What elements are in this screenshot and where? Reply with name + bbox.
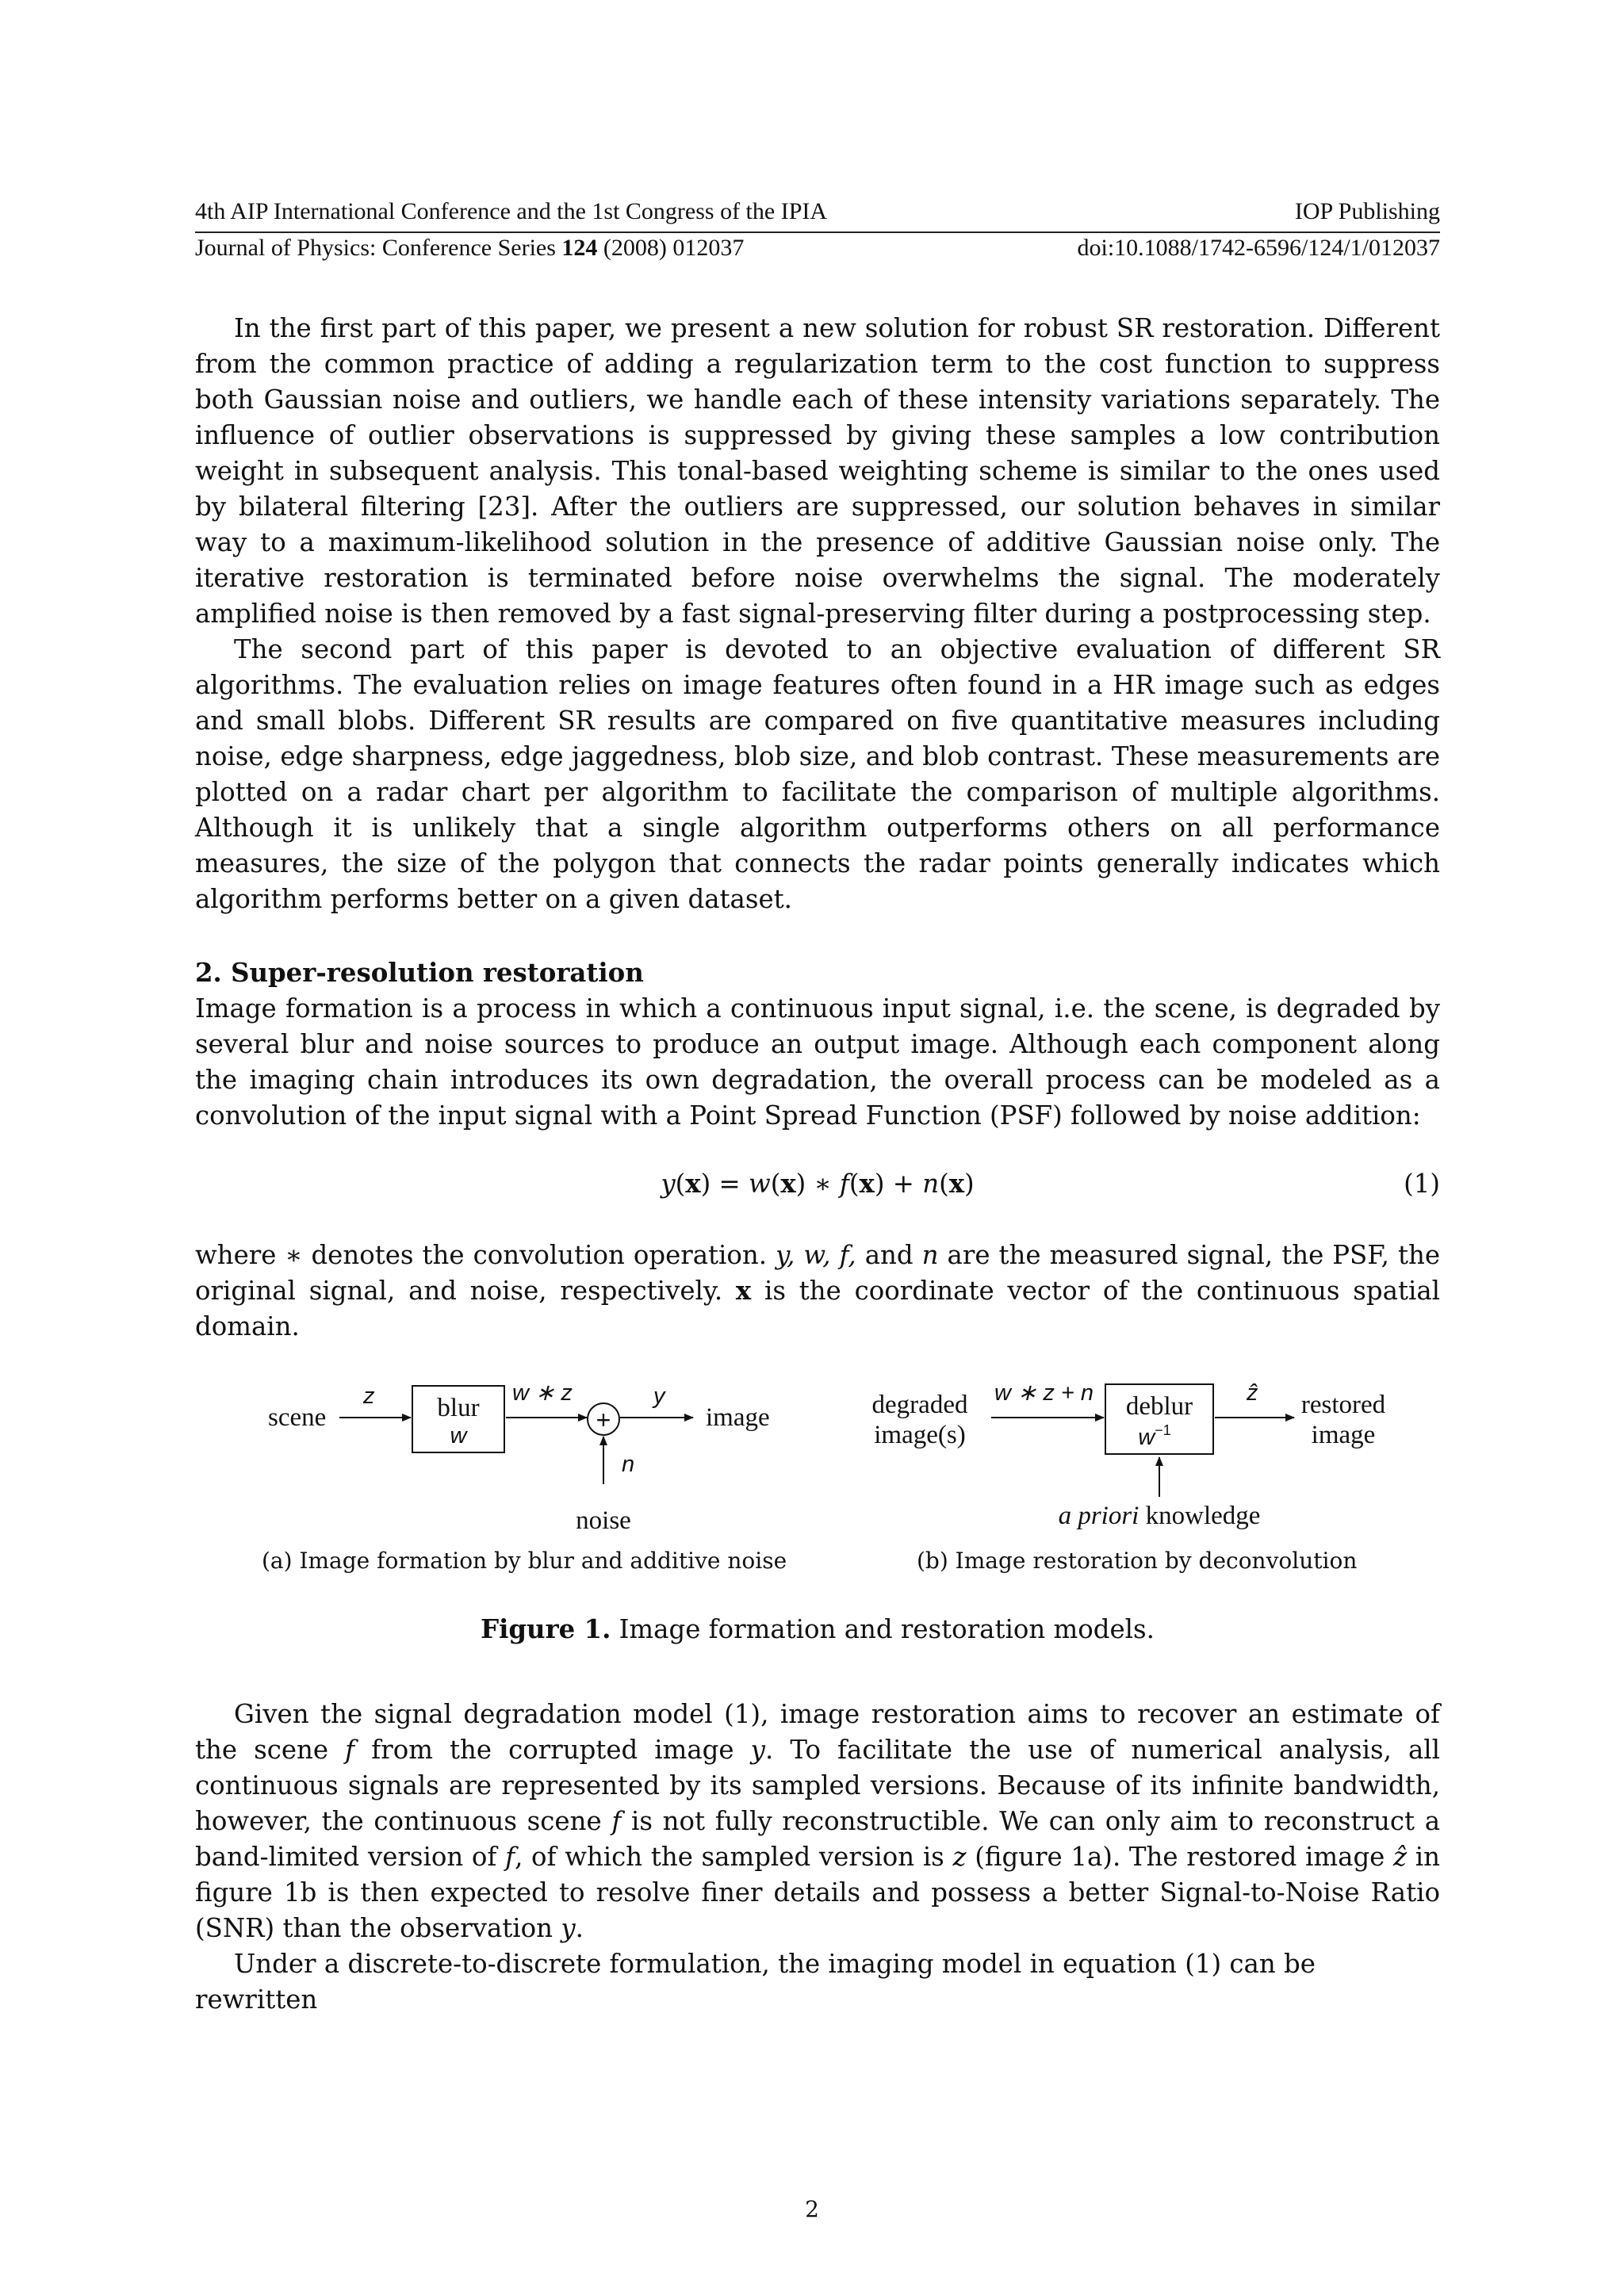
degraded-label-2: image(s) bbox=[874, 1421, 966, 1449]
priori-knowledge-label: a priori knowledge bbox=[1058, 1502, 1261, 1530]
deblur-label: deblur bbox=[1125, 1392, 1193, 1421]
after-figure-paragraph-1: Given the signal degradation model (1), image restoration aims to recover an estimate of the scene f from the corrupted image y. To facilitate the use of numerical analysis, all continuous signals are represented by its sampled versions. Because of its infinite bandwidth, however, the continuous scene f is not fully reconstructible. We can only aim to reconstruct a band-limited version of f, of which the sampled version is z (figure 1a). The restored image ẑ in figure 1b is then expected to resolve finer details and possess a better Signal-to-Noise Ratio (SNR) than the observation y. bbox=[195, 1699, 1441, 1943]
wz-label: w ∗ z bbox=[512, 1380, 573, 1406]
equation-explanation-paragraph: where ∗ denotes the convolution operation. y, w, f, and n are the measured signal, the PSF, the original signal, and noise, respectively. x is the coordinate vector of the continuous spatial domain. bbox=[195, 1240, 1441, 1341]
conference-name: 4th AIP International Conference and the 1st Congress of the IPIA bbox=[195, 198, 828, 224]
section-2 bbox=[195, 955, 1440, 1134]
subfigure-a-caption: (a) Image formation by blur and additive noise bbox=[262, 1548, 787, 1574]
equation-explanation bbox=[195, 1238, 1440, 1345]
figure-1-diagrams bbox=[195, 1364, 1440, 1546]
section-heading: 2. Super-resolution restoration bbox=[195, 958, 644, 988]
figure-label: Figure 1. bbox=[481, 1614, 611, 1644]
publisher-name: IOP Publishing bbox=[1294, 198, 1440, 224]
page-number: 2 bbox=[805, 2196, 819, 2222]
degraded-label: degraded bbox=[871, 1391, 968, 1419]
journal-volume: 124 bbox=[561, 235, 598, 261]
z-label: z bbox=[363, 1383, 375, 1409]
equation-number: (1) bbox=[1404, 1169, 1440, 1199]
noise-label: noise bbox=[576, 1506, 631, 1535]
equation-1 bbox=[195, 1169, 1440, 1207]
figure-1-caption bbox=[195, 1614, 1440, 1644]
sum-plus: + bbox=[596, 1406, 611, 1434]
intro-paragraph-2: The second part of this paper is devoted to an objective evaluation of different SR algorithms. The evaluation relies on image features often found in a HR image such as edges and small blobs. Different SR results are compared on five quantitative measures including noise, edge sharpness, edge jaggedness, blob size, and blob contrast. These measurements are plotted on a radar chart per algorithm to facilitate the comparison of multiple algorithms. Although it is unlikely that a single algorithm outperforms others on all performance measures, the size of the polygon that connects the radar points generally indicates which algorithm performs better on a given dataset. bbox=[195, 634, 1440, 914]
after-figure-text bbox=[195, 1697, 1440, 2018]
figure-caption-text: Image formation and restoration models. bbox=[611, 1614, 1155, 1644]
blur-w-label: w bbox=[450, 1423, 467, 1448]
scene-label: scene bbox=[268, 1403, 327, 1432]
after-figure-paragraph-2: Under a discrete-to-discrete formulation, the imaging model in equation (1) can be rewritten bbox=[195, 1949, 1316, 2015]
image-label: image bbox=[706, 1403, 770, 1432]
restored-label-2: image bbox=[1311, 1421, 1376, 1449]
running-header-bottom bbox=[195, 233, 1440, 263]
y-label: y bbox=[653, 1383, 665, 1409]
wzn-label: w ∗ z + n bbox=[994, 1380, 1094, 1406]
equation-body: y(x) = w(x) ∗ f(x) + n(x) bbox=[661, 1169, 975, 1199]
winv-label: $w^{-1}$ bbox=[1138, 1422, 1171, 1450]
n-label: n bbox=[622, 1452, 635, 1477]
restored-label: restored bbox=[1300, 1391, 1386, 1419]
subfigure-b-caption: (b) Image restoration by deconvolution bbox=[917, 1548, 1358, 1574]
intro-text bbox=[195, 311, 1440, 917]
doi: doi:10.1088/1742-6596/124/1/012037 bbox=[1077, 235, 1440, 261]
zhat-label: ẑ bbox=[1247, 1380, 1258, 1406]
running-header-top bbox=[195, 197, 1440, 227]
blur-label: blur bbox=[437, 1394, 480, 1422]
section-2-paragraph-1: Image formation is a process in which a continuous input signal, i.e. the scene, is degraded by several blur and noise sources to produce an output image. Although each component along the imaging chain introduces its own degradation, the overall process can be modeled as a convolution of the input signal with a Point Spread Function (PSF) followed by noise addition: bbox=[195, 993, 1440, 1131]
journal-reference: Journal of Physics: Conference Series 124 (2008) 012037 bbox=[195, 235, 745, 261]
intro-paragraph-1: In the first part of this paper, we present a new solution for robust SR restoration. Different from the common practice of adding a regularization term to the cost function to suppress both Gaussian noise and outliers, we handle each of these intensity variations separately. The influence of outlier observations is suppressed by giving these samples a low contribution weight in subsequent analysis. This tonal-based weighting scheme is similar to the ones used by bilateral filtering [23]. After the outliers are suppressed, our solution behaves in similar way to a maximum-likelihood solution in the presence of additive Gaussian noise only. The iterative restoration is terminated before noise overwhelms the signal. The moderately amplified noise is then removed by a fast signal-preserving filter during a postprocessing step. bbox=[195, 313, 1440, 629]
